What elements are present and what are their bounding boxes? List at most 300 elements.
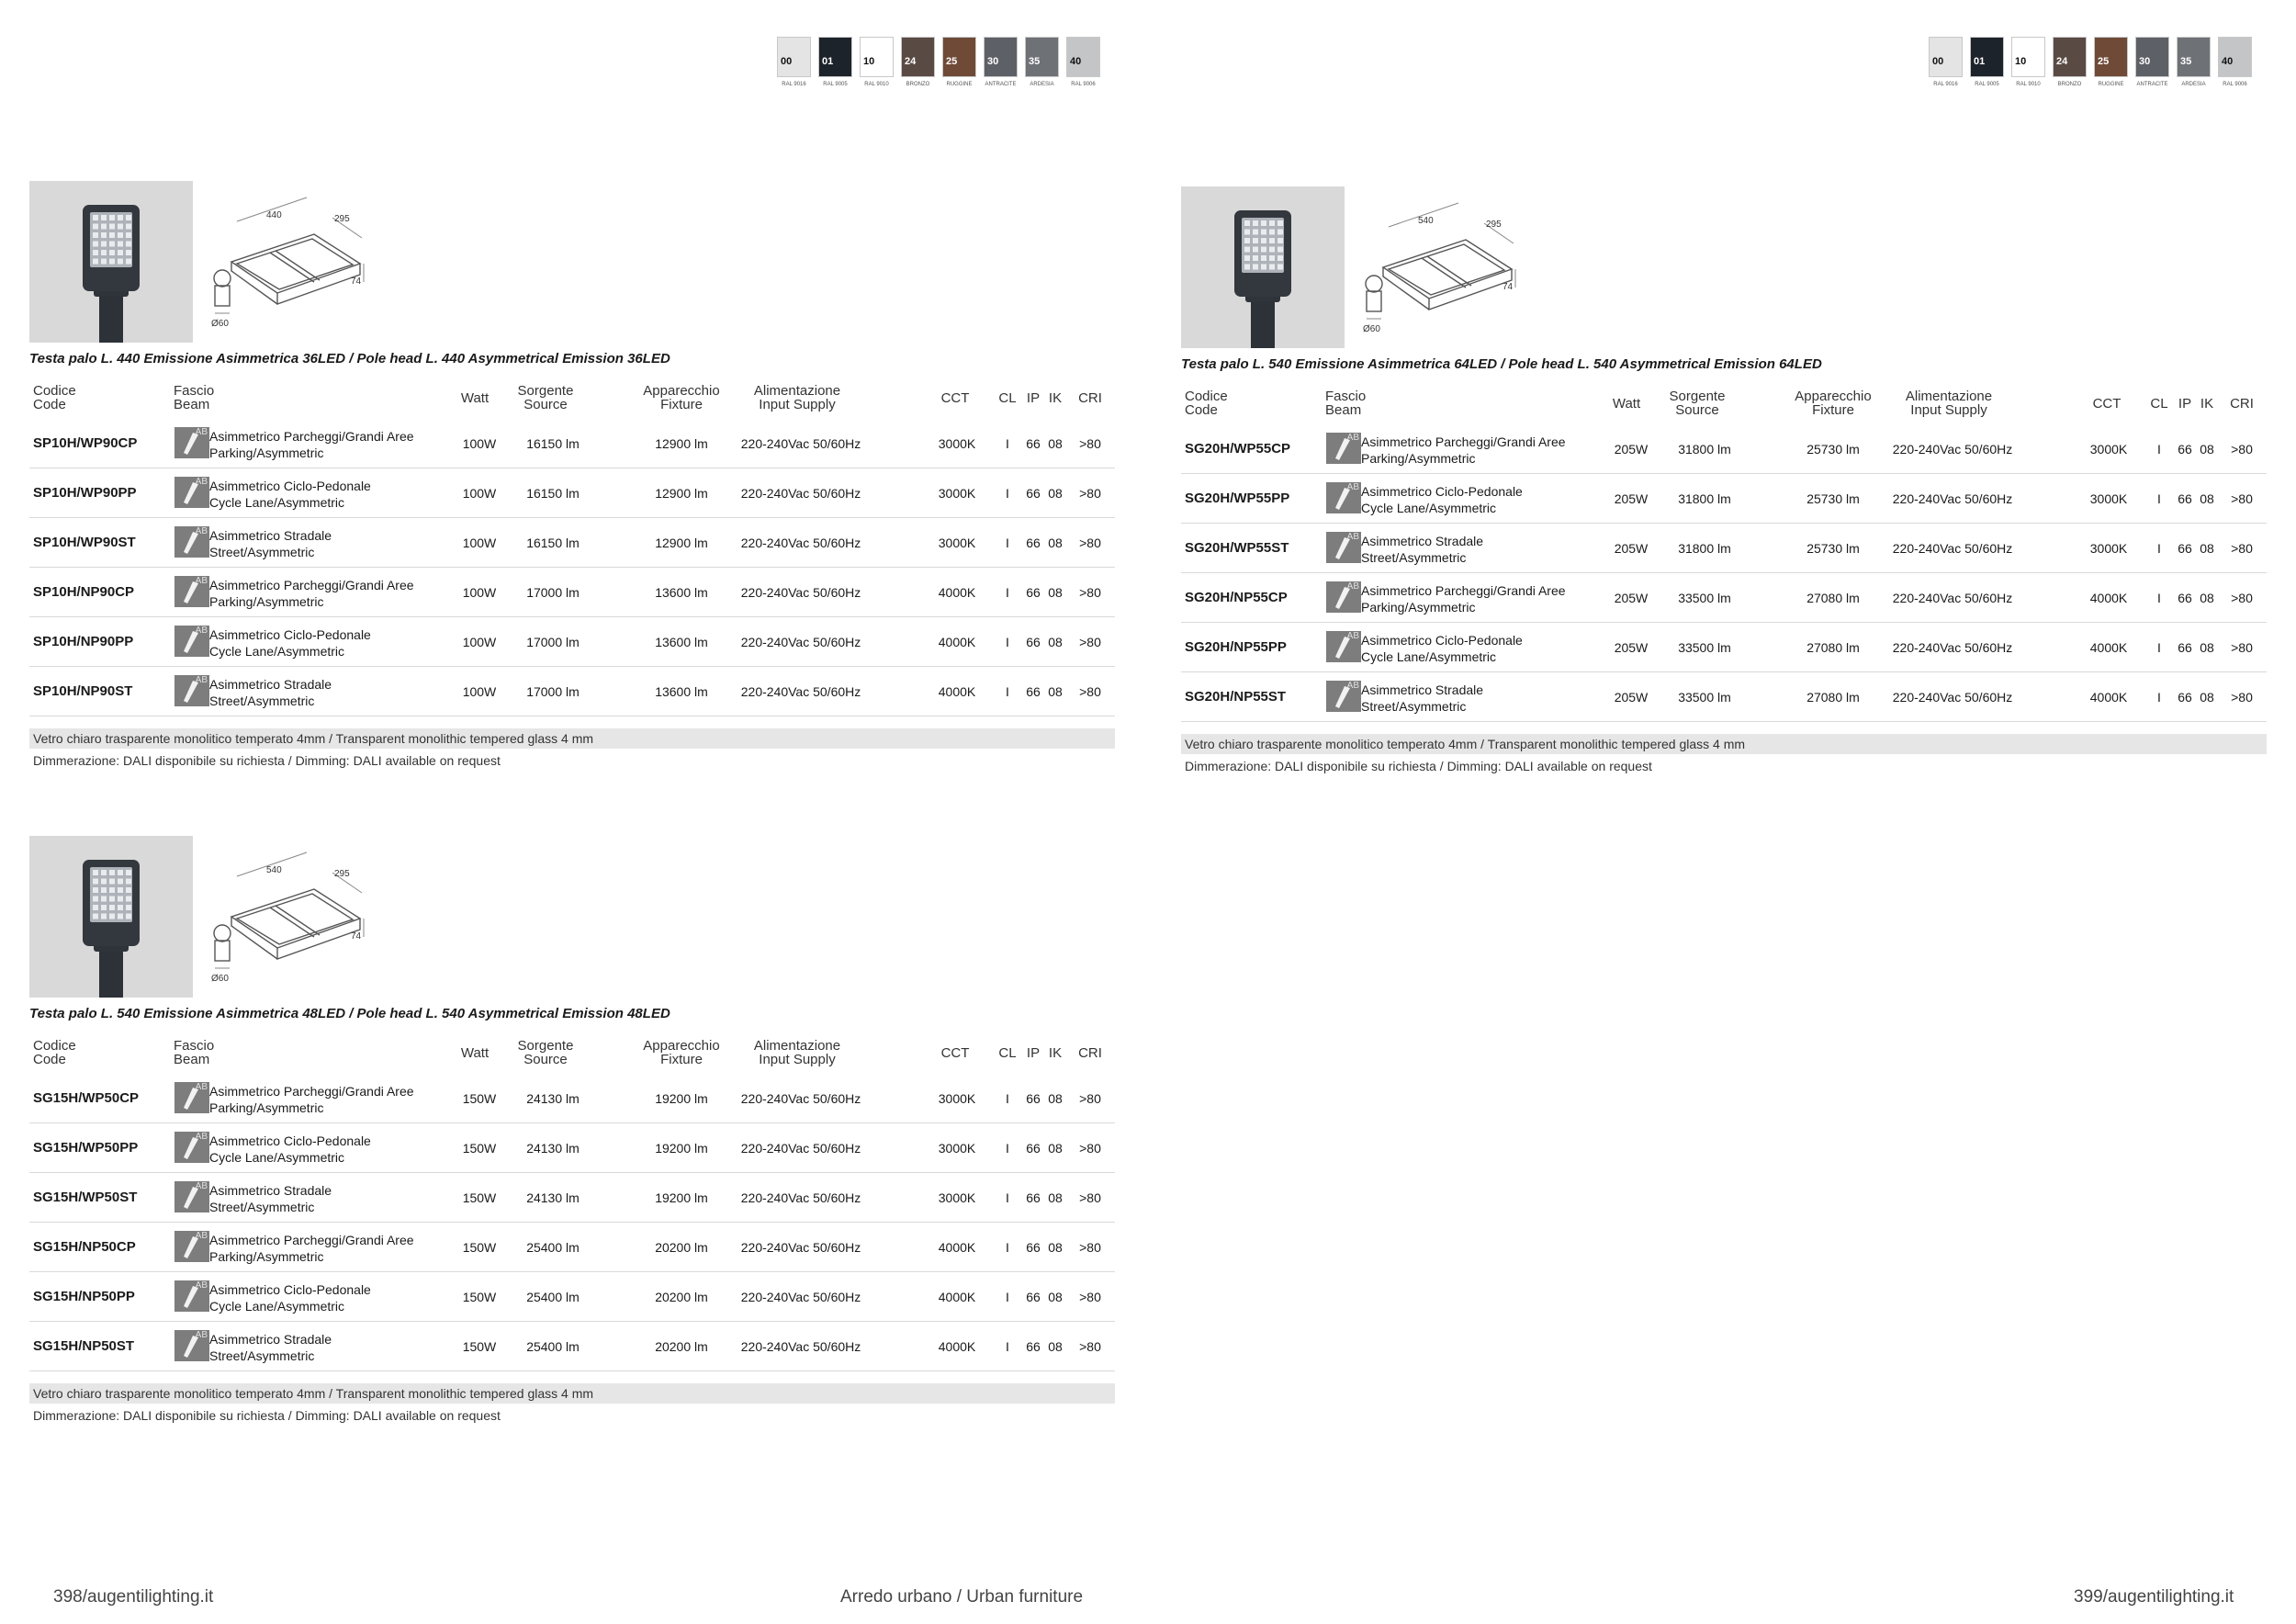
cell-supply: 220-240Vac 50/60Hz [740, 536, 861, 550]
cell-cri: >80 [1079, 585, 1101, 600]
th-fixture-it: Apparecchio [643, 383, 720, 399]
cell-cl: I [1006, 1190, 1009, 1205]
cell-cct: 4000K [938, 1339, 976, 1354]
swatch-ral: ANTRACITE [2136, 82, 2168, 87]
cell-ik: 08 [1048, 684, 1063, 699]
cell-ik: 08 [1048, 1240, 1063, 1255]
cell-fixture: 27080 lm [1806, 640, 1860, 655]
cell-cct: 3000K [938, 536, 976, 550]
th-cri: CRI [1078, 1045, 1102, 1061]
beam-badge: AB [195, 477, 208, 487]
finish-swatches-left [777, 37, 1100, 87]
cell-cct: 4000K [938, 635, 976, 649]
cell-cl: I [1006, 1091, 1009, 1106]
beam-en: Parking/Asymmetric [209, 1100, 324, 1115]
swatch-code: 24 [2056, 56, 2068, 67]
beam-badge: AB [1346, 631, 1359, 641]
beam-description [209, 527, 332, 560]
beam-icon [174, 1330, 209, 1361]
cell-cct: 3000K [938, 1190, 976, 1205]
th-ip: IP [1026, 1045, 1041, 1061]
swatch-35 [1025, 37, 1059, 87]
swatch-40 [1066, 37, 1100, 87]
cell-cri: >80 [1079, 1141, 1101, 1156]
table-row [29, 419, 1115, 468]
beam-description [209, 1331, 332, 1364]
swatch-ral: RAL 9010 [2016, 82, 2041, 87]
beam-icon [1326, 681, 1361, 712]
beam-icon [174, 1280, 209, 1312]
cell-ip: 66 [2178, 690, 2192, 705]
swatch-code: 25 [2098, 56, 2110, 67]
beam-description [1361, 533, 1483, 566]
beam-en: Street/Asymmetric [209, 1348, 315, 1363]
beam-badge: AB [1346, 581, 1359, 592]
beam-en: Street/Asymmetric [209, 1200, 315, 1214]
note-dimming: Dimmerazione: DALI disponibile su richiesta / Dimming: DALI available on request [33, 1408, 501, 1423]
th-beam-it: Fascio [1325, 389, 1367, 404]
cell-supply: 220-240Vac 50/60Hz [1892, 690, 2013, 705]
swatch-code: 01 [1974, 56, 1986, 67]
swatch-code: 00 [1932, 56, 1944, 67]
cell-watt: 100W [462, 486, 497, 501]
beam-icon [174, 1231, 209, 1262]
beam-icon [174, 477, 209, 508]
cell-cl: I [1006, 1339, 1009, 1354]
beam-en: Cycle Lane/Asymmetric [209, 644, 345, 659]
beam-icon [1326, 482, 1361, 513]
cell-supply: 220-240Vac 50/60Hz [1892, 591, 2013, 605]
beam-en: Parking/Asymmetric [1361, 600, 1476, 615]
swatch-code: 10 [2015, 56, 2027, 67]
cell-cri: >80 [1079, 1190, 1101, 1205]
note-dimming: Dimmerazione: DALI disponibile su richiesta / Dimming: DALI available on request [33, 753, 501, 768]
cell-cri: >80 [2231, 640, 2253, 655]
cell-ik: 08 [1048, 486, 1063, 501]
cell-cri: >80 [1079, 1240, 1101, 1255]
cell-supply: 220-240Vac 50/60Hz [740, 1290, 861, 1304]
cell-cri: >80 [2231, 591, 2253, 605]
beam-icon [174, 526, 209, 558]
th-cl: CL [2150, 396, 2168, 412]
cell-cl: I [2157, 541, 2161, 556]
th-source-en: Source [523, 397, 568, 412]
table-row [29, 518, 1115, 568]
swatch-01 [818, 37, 852, 87]
cell-supply: 220-240Vac 50/60Hz [1892, 442, 2013, 457]
cell-source: 17000 lm [526, 635, 580, 649]
cell-source: 31800 lm [1678, 541, 1731, 556]
cell-cct: 3000K [938, 436, 976, 451]
th-supply-it: Alimentazione [753, 1038, 841, 1054]
cell-source: 25400 lm [526, 1240, 580, 1255]
note-glass: Vetro chiaro trasparente monolitico temperato 4mm / Transparent monolithic tempered glass 4 mm [29, 1383, 1115, 1404]
table-row [1181, 524, 2267, 573]
dimension-drawing [206, 845, 371, 992]
product-code: SG20H/WP55CP [1185, 441, 1291, 457]
cell-ik: 08 [1048, 536, 1063, 550]
cell-ip: 66 [2178, 640, 2192, 655]
th-fixture-it: Apparecchio [1795, 389, 1872, 404]
cell-cri: >80 [1079, 486, 1101, 501]
cell-fixture: 12900 lm [655, 436, 708, 451]
th-code-it: Codice [33, 383, 76, 399]
cell-watt: 150W [462, 1141, 497, 1156]
cell-ik: 08 [1048, 1339, 1063, 1354]
th-source-en: Source [523, 1052, 568, 1067]
beam-it: Asimmetrico Stradale [209, 677, 332, 692]
cell-fixture: 20200 lm [655, 1240, 708, 1255]
table-row [29, 568, 1115, 617]
table-row [29, 1223, 1115, 1272]
finish-swatches-right [1929, 37, 2252, 87]
cell-ip: 66 [2178, 491, 2192, 506]
swatch-ral: ARDESIA [2181, 82, 2206, 87]
cell-source: 17000 lm [526, 585, 580, 600]
swatch-code: 01 [822, 56, 834, 67]
th-fixture-en: Fixture [660, 397, 703, 412]
product-code: SG20H/NP55PP [1185, 639, 1287, 655]
dimension-drawing [1357, 196, 1523, 343]
th-code-en: Code [1185, 402, 1218, 418]
beam-it: Asimmetrico Ciclo-Pedonale [1361, 484, 1523, 499]
cell-cct: 3000K [938, 1091, 976, 1106]
dim-height: 74 [351, 276, 362, 287]
cell-ik: 08 [1048, 1190, 1063, 1205]
cell-cri: >80 [2231, 442, 2253, 457]
beam-badge: AB [1346, 433, 1359, 443]
cell-cct: 3000K [2089, 442, 2128, 457]
beam-description [209, 1281, 371, 1314]
product-code: SG15H/WP50CP [33, 1090, 140, 1106]
cell-cri: >80 [1079, 536, 1101, 550]
beam-description [1361, 483, 1523, 516]
th-watt: Watt [460, 390, 490, 406]
th-cri: CRI [2230, 396, 2254, 412]
cell-cct: 3000K [2089, 541, 2128, 556]
swatch-10 [2011, 37, 2045, 87]
beam-it: Asimmetrico Stradale [209, 528, 332, 543]
beam-description [1361, 632, 1523, 665]
cell-source: 33500 lm [1678, 640, 1731, 655]
cell-fixture: 13600 lm [655, 635, 708, 649]
beam-icon [174, 1181, 209, 1212]
cell-ik: 08 [2200, 591, 2214, 605]
swatch-ral: BRONZO [2057, 82, 2082, 87]
cell-cct: 4000K [938, 684, 976, 699]
cell-cl: I [1006, 436, 1009, 451]
cell-watt: 100W [462, 684, 497, 699]
th-source-en: Source [1675, 402, 1719, 418]
cell-supply: 220-240Vac 50/60Hz [740, 486, 861, 501]
cell-supply: 220-240Vac 50/60Hz [740, 684, 861, 699]
beam-icon [1326, 631, 1361, 662]
swatch-24 [2053, 37, 2087, 87]
beam-description [209, 676, 332, 709]
cell-supply: 220-240Vac 50/60Hz [740, 1240, 861, 1255]
cell-cl: I [1006, 1290, 1009, 1304]
cell-ik: 08 [1048, 585, 1063, 600]
table-row [29, 667, 1115, 716]
cell-ip: 66 [1026, 1240, 1041, 1255]
th-watt: Watt [460, 1045, 490, 1061]
th-source-it: Sorgente [517, 1038, 574, 1054]
cell-fixture: 25730 lm [1806, 541, 1860, 556]
beam-icon [174, 675, 209, 706]
beam-icon [174, 427, 209, 458]
dim-length: 440 [266, 210, 282, 220]
cell-ik: 08 [1048, 1290, 1063, 1304]
beam-icon [174, 576, 209, 607]
cell-source: 25400 lm [526, 1290, 580, 1304]
swatch-00 [777, 37, 811, 87]
cell-watt: 205W [1614, 541, 1649, 556]
th-ip: IP [1026, 390, 1041, 406]
swatch-10 [860, 37, 894, 87]
beam-description [209, 1133, 371, 1166]
cell-fixture: 27080 lm [1806, 690, 1860, 705]
th-code-en: Code [33, 397, 66, 412]
dim-length: 540 [266, 865, 282, 875]
swatch-code: 00 [781, 56, 793, 67]
beam-badge: AB [195, 427, 208, 437]
cell-fixture: 25730 lm [1806, 491, 1860, 506]
beam-badge: AB [195, 626, 208, 636]
cell-ip: 66 [1026, 486, 1041, 501]
beam-description [209, 1232, 414, 1265]
th-cri: CRI [1078, 390, 1102, 406]
cell-fixture: 27080 lm [1806, 591, 1860, 605]
section-title: Testa palo L. 440 Emissione Asimmetrica 36LED / Pole head L. 440 Asymmetrical Emission 36LED [29, 351, 670, 367]
cell-ip: 66 [1026, 635, 1041, 649]
th-source [1651, 389, 1743, 417]
table-row [1181, 424, 2267, 474]
cell-fixture: 19200 lm [655, 1091, 708, 1106]
beam-badge: AB [195, 526, 208, 536]
beam-en: Parking/Asymmetric [209, 445, 324, 460]
table-row [1181, 623, 2267, 672]
cell-supply: 220-240Vac 50/60Hz [740, 1339, 861, 1354]
cell-ip: 66 [1026, 1190, 1041, 1205]
th-code [33, 384, 76, 412]
cell-ik: 08 [1048, 1091, 1063, 1106]
cell-fixture: 13600 lm [655, 585, 708, 600]
beam-icon [1326, 581, 1361, 613]
beam-description [1361, 682, 1483, 715]
cell-watt: 150W [462, 1339, 497, 1354]
beam-icon [174, 626, 209, 657]
th-fixture-en: Fixture [1812, 402, 1854, 418]
th-fixture-it: Apparecchio [643, 1038, 720, 1054]
th-supply [705, 384, 889, 412]
cell-supply: 220-240Vac 50/60Hz [1892, 491, 2013, 506]
th-code [33, 1039, 76, 1066]
cell-supply: 220-240Vac 50/60Hz [1892, 640, 2013, 655]
th-code-it: Codice [33, 1038, 76, 1054]
swatch-ral: RUGGINE [946, 82, 973, 87]
beam-en: Street/Asymmetric [209, 694, 315, 708]
footer-page-right: 399/augentilighting.it [2074, 1587, 2234, 1607]
beam-description [209, 478, 371, 511]
beam-icon [174, 1082, 209, 1113]
beam-description [209, 1182, 332, 1215]
beam-it: Asimmetrico Parcheggi/Grandi Aree [209, 1084, 414, 1099]
cell-cl: I [2157, 690, 2161, 705]
cell-cri: >80 [1079, 684, 1101, 699]
dim-length: 540 [1418, 216, 1434, 226]
swatch-00 [1929, 37, 1963, 87]
th-beam-en: Beam [174, 1052, 210, 1067]
beam-en: Cycle Lane/Asymmetric [209, 495, 345, 510]
th-supply-it: Alimentazione [1905, 389, 1993, 404]
cell-source: 33500 lm [1678, 591, 1731, 605]
cell-fixture: 20200 lm [655, 1339, 708, 1354]
cell-watt: 205W [1614, 640, 1649, 655]
table-row [29, 617, 1115, 667]
cell-cl: I [2157, 591, 2161, 605]
beam-it: Asimmetrico Parcheggi/Grandi Aree [1361, 583, 1566, 598]
swatch-ral: ANTRACITE [985, 82, 1017, 87]
cell-watt: 205W [1614, 591, 1649, 605]
cell-ik: 08 [2200, 541, 2214, 556]
th-beam-it: Fascio [174, 1038, 215, 1054]
cell-cl: I [1006, 585, 1009, 600]
product-code: SP10H/NP90ST [33, 683, 133, 699]
th-supply [705, 1039, 889, 1066]
cell-cct: 3000K [938, 1141, 976, 1156]
swatch-ral: RAL 9005 [1975, 82, 1999, 87]
swatch-ral: ARDESIA [1030, 82, 1054, 87]
cell-watt: 205W [1614, 442, 1649, 457]
th-ik: IK [2200, 396, 2214, 412]
th-watt: Watt [1612, 396, 1641, 412]
th-supply-it: Alimentazione [753, 383, 841, 399]
beam-it: Asimmetrico Ciclo-Pedonale [209, 1133, 371, 1148]
cell-cct: 4000K [2089, 640, 2128, 655]
swatch-code: 30 [2139, 56, 2151, 67]
product-code: SG20H/WP55PP [1185, 491, 1290, 506]
cell-ik: 08 [2200, 442, 2214, 457]
th-ik: IK [1048, 1045, 1063, 1061]
th-beam-en: Beam [174, 397, 210, 412]
swatch-ral: RUGGINE [2098, 82, 2124, 87]
cell-supply: 220-240Vac 50/60Hz [740, 1091, 861, 1106]
beam-description [209, 626, 371, 660]
cell-fixture: 13600 lm [655, 684, 708, 699]
swatch-code: 24 [905, 56, 917, 67]
product-code: SG20H/NP55CP [1185, 590, 1288, 605]
cell-source: 24130 lm [526, 1091, 580, 1106]
cell-cl: I [2157, 491, 2161, 506]
th-source-it: Sorgente [1669, 389, 1726, 404]
cell-cct: 4000K [938, 1240, 976, 1255]
th-beam [174, 384, 214, 412]
cell-ip: 66 [1026, 684, 1041, 699]
product-code: SG15H/WP50PP [33, 1140, 139, 1156]
product-code: SP10H/WP90ST [33, 535, 136, 550]
cell-cri: >80 [1079, 436, 1101, 451]
product-photo [1181, 186, 1345, 348]
swatch-ral: BRONZO [906, 82, 930, 87]
cell-cct: 3000K [938, 486, 976, 501]
beam-en: Cycle Lane/Asymmetric [209, 1150, 345, 1165]
cell-cri: >80 [1079, 635, 1101, 649]
cell-cri: >80 [2231, 491, 2253, 506]
dimension-drawing [206, 190, 371, 337]
cell-ik: 08 [2200, 690, 2214, 705]
cell-watt: 100W [462, 536, 497, 550]
beam-en: Parking/Asymmetric [1361, 451, 1476, 466]
beam-en: Cycle Lane/Asymmetric [1361, 649, 1497, 664]
swatch-ral: RAL 9006 [2223, 82, 2247, 87]
cell-watt: 100W [462, 436, 497, 451]
cell-fixture: 25730 lm [1806, 442, 1860, 457]
dim-height: 74 [351, 931, 362, 942]
cell-cl: I [1006, 536, 1009, 550]
th-cl: CL [998, 390, 1017, 406]
cell-cct: 3000K [2089, 491, 2128, 506]
th-beam [1325, 389, 1366, 417]
th-cct: CCT [940, 390, 970, 406]
beam-badge: AB [195, 675, 208, 685]
beam-badge: AB [195, 1082, 208, 1092]
th-ip: IP [2178, 396, 2192, 412]
dim-diameter: Ø60 [211, 319, 229, 329]
cell-ik: 08 [1048, 436, 1063, 451]
cell-cri: >80 [2231, 541, 2253, 556]
product-photo [29, 836, 193, 998]
beam-en: Street/Asymmetric [1361, 550, 1467, 565]
beam-badge: AB [1346, 681, 1359, 691]
section-title: Testa palo L. 540 Emissione Asimmetrica 64LED / Pole head L. 540 Asymmetrical Emission 64LED [1181, 356, 1822, 372]
th-code-en: Code [33, 1052, 66, 1067]
table-row [29, 468, 1115, 518]
cell-cri: >80 [1079, 1290, 1101, 1304]
product-code: SG15H/NP50ST [33, 1338, 135, 1354]
cell-cl: I [1006, 1240, 1009, 1255]
cell-supply: 220-240Vac 50/60Hz [740, 1141, 861, 1156]
table-row [1181, 672, 2267, 722]
dim-width: 295 [1486, 220, 1502, 230]
th-supply-en: Input Supply [1910, 402, 1987, 418]
cell-ip: 66 [2178, 541, 2192, 556]
beam-badge: AB [195, 1330, 208, 1340]
cell-source: 31800 lm [1678, 442, 1731, 457]
cell-source: 25400 lm [526, 1339, 580, 1354]
th-beam [174, 1039, 214, 1066]
cell-watt: 150W [462, 1240, 497, 1255]
note-dimming: Dimmerazione: DALI disponibile su richiesta / Dimming: DALI available on request [1185, 759, 1652, 773]
beam-it: Asimmetrico Parcheggi/Grandi Aree [1361, 434, 1566, 449]
swatch-code: 40 [1070, 56, 1082, 67]
cell-watt: 100W [462, 635, 497, 649]
swatch-code: 35 [2180, 56, 2192, 67]
cell-watt: 205W [1614, 690, 1649, 705]
note-glass: Vetro chiaro trasparente monolitico temperato 4mm / Transparent monolithic tempered glass 4 mm [29, 728, 1115, 749]
cell-source: 33500 lm [1678, 690, 1731, 705]
beam-badge: AB [195, 576, 208, 586]
dim-width: 295 [334, 869, 350, 879]
cell-cri: >80 [1079, 1339, 1101, 1354]
dim-width: 295 [334, 214, 350, 224]
swatch-35 [2177, 37, 2211, 87]
swatch-25 [942, 37, 976, 87]
beam-en: Street/Asymmetric [209, 545, 315, 559]
cell-ik: 08 [1048, 1141, 1063, 1156]
swatch-code: 40 [2222, 56, 2234, 67]
th-source [500, 384, 591, 412]
cell-source: 24130 lm [526, 1190, 580, 1205]
